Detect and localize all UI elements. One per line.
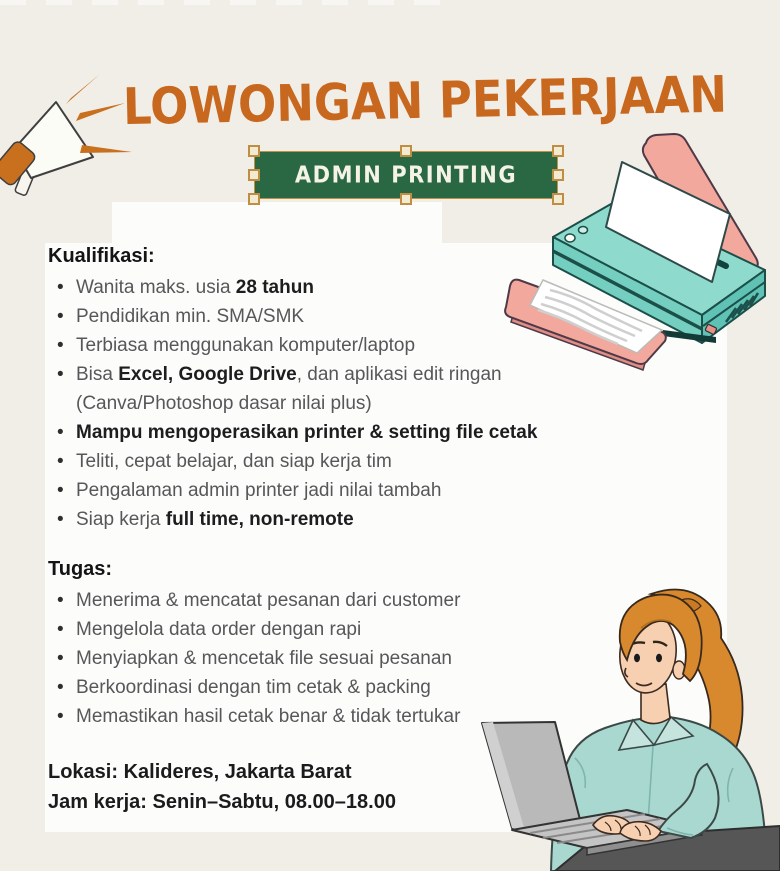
bullet-item: • Pengalaman admin printer jadi nilai tambah	[48, 476, 553, 505]
bullet-item: • Memastikan hasil cetak benar & tidak tertukar	[48, 702, 553, 731]
bullet-list-kualifikasi	[48, 273, 553, 534]
printer-button	[565, 234, 575, 242]
bullet-item: • Terbiasa menggunakan komputer/laptop	[48, 331, 553, 360]
selection-handle-top-left[interactable]	[248, 145, 260, 157]
bullet-item: • Siap kerja full time, non-remote	[48, 505, 553, 534]
bullet-item: • Mampu mengoperasikan printer & setting file cetak	[48, 418, 553, 447]
content-panel-extension	[112, 202, 442, 244]
bullet-item: • Bisa Excel, Google Drive, dan aplikasi edit ringan (Canva/Photoshop dasar nilai plus)	[48, 360, 553, 418]
selection-handle-top-middle[interactable]	[400, 145, 412, 157]
footer-hours: Jam kerja: Senin–Sabtu, 08.00–18.00	[48, 791, 396, 813]
printer-button	[579, 227, 588, 234]
section-kualifikasi	[48, 243, 553, 534]
footer-location: Lokasi: Kalideres, Jakarta Barat	[48, 761, 352, 783]
bullet-item: • Menyiapkan & mencetak file sesuai pesanan	[48, 644, 553, 673]
section-heading: Kualifikasi:	[48, 245, 155, 267]
bullet-item: • Berkoordinasi dengan tim cetak & packing	[48, 673, 553, 702]
dashed-divider	[0, 0, 450, 5]
bullet-item: • Mengelola data order dengan rapi	[48, 615, 553, 644]
section-heading: Tugas:	[48, 558, 113, 580]
selection-handle-middle-left[interactable]	[248, 169, 260, 181]
selection-handle-bottom-left[interactable]	[248, 193, 260, 205]
bullet-item: • Pendidikan min. SMA/SMK	[48, 302, 553, 331]
bullet-item: • Wanita maks. usia 28 tahun	[48, 273, 553, 302]
poster-title: LOWONGAN PEKERJAAN	[122, 64, 728, 137]
bullet-item: • Menerima & mencatat pesanan dari customer	[48, 586, 553, 615]
sound-ray	[80, 145, 132, 153]
bullet-item: • Teliti, cepat belajar, dan siap kerja tim	[48, 447, 553, 476]
woman-typing-illustration	[455, 578, 780, 871]
selection-handle-bottom-middle[interactable]	[400, 193, 412, 205]
position-badge-label: ADMIN PRINTING	[294, 162, 518, 188]
